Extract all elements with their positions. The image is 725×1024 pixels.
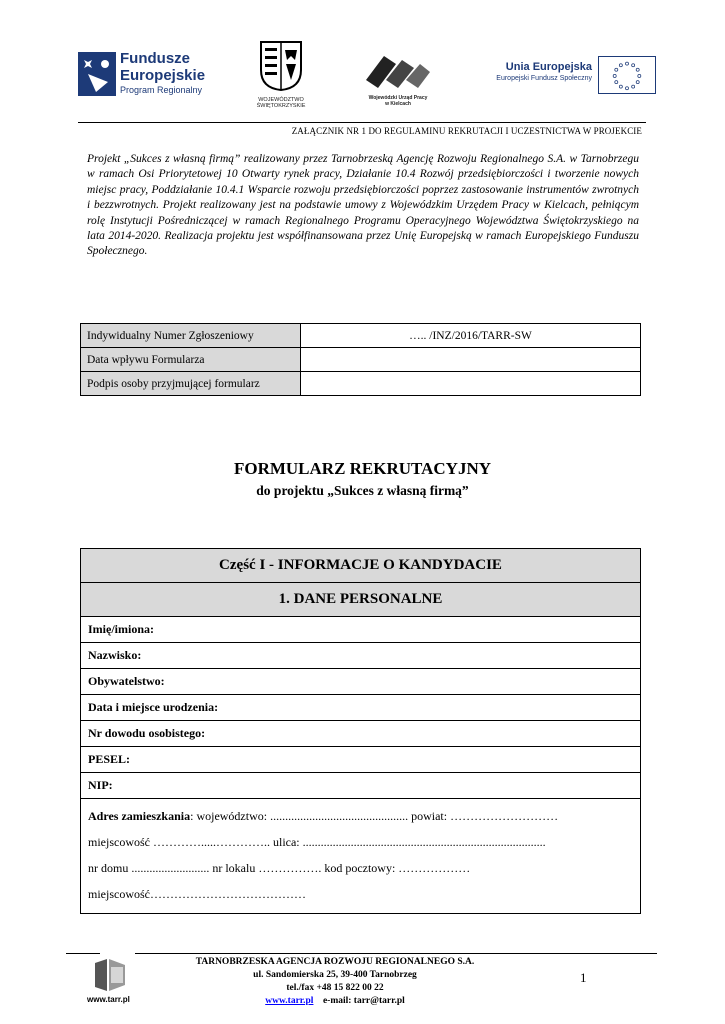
pesel-field[interactable]: PESEL:	[81, 747, 640, 773]
address-line	[88, 803, 633, 829]
footer-address: ul. Sandomierska 25, 39-400 Tarnobrzeg	[253, 970, 417, 980]
section-title: 1. DANE PERSONALNE	[81, 583, 640, 617]
citizenship-field[interactable]: Obywatelstwo:	[81, 669, 640, 695]
page-number: 1	[580, 970, 587, 985]
table-row	[81, 372, 641, 396]
fundusze-europejskie-logo	[78, 50, 228, 105]
footer-divider	[66, 953, 100, 954]
registration-label: Podpis osoby przyjmującej formularz	[81, 372, 301, 396]
receiver-signature-field[interactable]	[301, 372, 641, 396]
address-label: Adres zamieszkania	[88, 809, 191, 823]
address-line1: : województwo: .............................................. powiat: ………………………	[190, 809, 559, 823]
fundusze-europejskie-mark-icon	[78, 52, 116, 96]
registration-label: Data wpływu Formularza	[81, 348, 301, 372]
coat-of-arms-icon	[259, 40, 303, 92]
email-text[interactable]: e-mail: tarr@tarr.pl	[322, 996, 405, 1006]
coat-caption-line2: ŚWIĘTOKRZYSKIE	[256, 103, 306, 109]
tarr-logo	[87, 957, 137, 1007]
wup-logo-icon	[362, 50, 434, 90]
wup-caption-line2: w Kielcach	[385, 101, 411, 107]
form-title: FORMULARZ REKRUTACYJNY	[233, 459, 492, 478]
logo-bar	[78, 40, 658, 115]
registration-table	[80, 323, 641, 396]
id-card-number-field[interactable]: Nr dowodu osobistego:	[81, 721, 640, 747]
eu-flag-icon	[598, 56, 656, 94]
footer-phone: tel./fax +48 15 822 00 22	[286, 983, 384, 993]
unia-europejska-logo	[494, 56, 658, 96]
swietokrzyskie-coat-of-arms	[246, 40, 316, 112]
fe-logo-line1: Fundusze	[120, 50, 190, 67]
registration-number-field[interactable]: ….. /INZ/2016/TARR-SW	[301, 324, 641, 348]
table-row	[81, 348, 641, 372]
birth-date-place-field[interactable]: Data i miejsce urodzenia:	[81, 695, 640, 721]
project-intro: Projekt „Sukces z własną firmą” realizowany przez Tarnobrzeską Agencję Rozwoju Regionalnego S.A. w Tarnobrzegu w ramach Osi Priorytetowej 10 Otwarty rynek pracy, Działanie 10.4 Rozwój przedsiębiorczości i tworzenie nowych miejsc pracy, Poddziałanie 10.4.1 Wsparcie rozwoju przedsiębiorczości poprzez zastosowanie instrumentów zwrotnych i bezzwrotnych. Projekt realizowany jest na podstawie umowy z Wojewódzkim Urzędem Pracy w Kielcach, pełniącym rolę Instytucji Pośredniczącej w ramach Regionalnego Programu Operacyjnego Województwa Świętokrzyskiego na lata 2014-2020. Realizacja projektu jest współfinansowana przez Unię Europejską w ramach Europejskiego Funduszu Społecznego.	[87, 153, 639, 258]
annex-label: ZAŁĄCZNIK NR 1 DO REGULAMINU REKRUTACJI I UCZESTNICTWA W PROJEKCIE	[291, 126, 642, 136]
registration-label: Indywidualny Numer Zgłoszeniowy	[81, 324, 301, 348]
footer-company: TARNOBRZESKA AGENCJA ROZWOJU REGIONALNEGO S.A.	[195, 957, 475, 967]
coat-caption-line1: WOJEWÓDZTWO	[258, 97, 304, 103]
address-line3: nr domu .......................... nr lokalu ……………. kod pocztowy: ………………	[88, 861, 471, 875]
footer-contact	[140, 956, 530, 1008]
ue-logo-line1: Unia Europejska	[505, 61, 592, 73]
header-divider	[78, 122, 646, 123]
table-row	[81, 324, 641, 348]
nip-field[interactable]: NIP:	[81, 773, 640, 799]
first-name-field[interactable]: Imię/imiona:	[81, 617, 640, 643]
fe-logo-line3: Program Regionalny	[120, 85, 203, 95]
wup-caption-line1: Wojewódzki Urząd Pracy	[368, 95, 428, 101]
part-title: Część I - INFORMACJE O KANDYDACIE	[81, 549, 640, 583]
footer-links	[140, 995, 530, 1008]
footer-divider	[135, 953, 657, 954]
address-line2: miejscowość ………….....………….. ulica: .................................................................................	[88, 835, 546, 849]
address-field[interactable]	[81, 799, 640, 913]
wup-kielce-logo	[358, 50, 438, 112]
ue-logo-line2: Europejski Fundusz Społeczny	[496, 75, 592, 82]
tarr-logo-icon	[93, 957, 127, 993]
address-line4: miejscowość…………………………………	[88, 887, 306, 901]
tarr-logo-url: www.tarr.pl	[87, 995, 130, 1004]
website-link[interactable]: www.tarr.pl	[265, 996, 314, 1006]
fe-logo-line2: Europejskie	[120, 67, 206, 84]
form-subtitle: do projektu „Sukces z własną firmą”	[256, 483, 469, 498]
personal-data-table	[80, 548, 641, 914]
surname-field[interactable]: Nazwisko:	[81, 643, 640, 669]
receipt-date-field[interactable]	[301, 348, 641, 372]
